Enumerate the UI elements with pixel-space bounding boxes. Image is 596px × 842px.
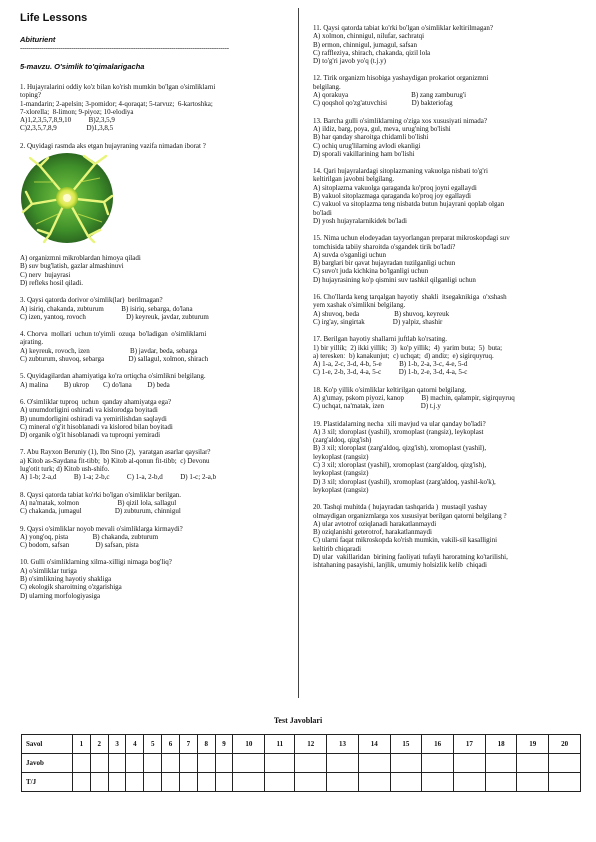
question-block bbox=[313, 386, 583, 411]
answer-cell bbox=[517, 754, 549, 773]
question-number-cell: 10 bbox=[233, 735, 265, 754]
question-line: D) ularning morfologiyasiga bbox=[20, 591, 101, 600]
question-block bbox=[313, 293, 583, 326]
answer-cell bbox=[126, 754, 144, 773]
table-row bbox=[22, 754, 581, 773]
question-line: A) na'matak, xolmon B) qizil lola, sallagul bbox=[20, 498, 177, 507]
question-line: C) zubturum, shuvoq, sebarga D) sallagul, xolmon, shirach bbox=[20, 355, 209, 364]
answer-table bbox=[21, 734, 581, 792]
question-number-cell: 14 bbox=[358, 735, 390, 754]
question-block bbox=[20, 491, 290, 516]
question-line: A) unumdorligini oshiradi va kislorodga boyitadi bbox=[20, 406, 158, 415]
question-line: C)2,3,5,7,8,9 D)1,3,8,5 bbox=[20, 124, 114, 133]
question-line: D) 3 xil; xloroplast (yashil), xromoplast (zarg'aldoq, yashil-ko'k), bbox=[313, 477, 496, 486]
question-block bbox=[20, 558, 290, 599]
question-line: 1) bir yillik; 2) ikki yillik; 3) ko'p yillik; 4) yarim buta; 5) buta; bbox=[313, 343, 503, 352]
question-line: D) yosh hujayralarnikidek bo'ladi bbox=[313, 216, 407, 225]
answer-cell bbox=[215, 754, 233, 773]
answer-cell bbox=[197, 754, 215, 773]
question-line: toping? bbox=[20, 91, 41, 100]
question-line: keltirib chiqaradi bbox=[313, 544, 362, 553]
question-line: B) unumdorligini oshiradi va yemirilishdan saqlaydi bbox=[20, 414, 167, 423]
answer-option-line: B) suv bug'latish, gazlar almashinuvi bbox=[20, 262, 124, 271]
question-line: C) bodom, safsan D) safsan, pista bbox=[20, 541, 139, 550]
question-line: leykoplast (rangsiz) bbox=[313, 485, 369, 494]
question-line: bo'ladi bbox=[313, 208, 332, 217]
question-line: A) xolmon, chinnigul, nilufar, sachratqi bbox=[313, 32, 425, 41]
question-block bbox=[313, 503, 583, 569]
check-cell bbox=[517, 773, 549, 792]
row-label-savol: Savol bbox=[22, 735, 73, 754]
question-line: lug'otit turk; d) Kitob ush-shifo. bbox=[20, 465, 110, 474]
question-line: A) 3 xil; xloroplast (yashil), xromoplast (rangsiz), leykoplast bbox=[313, 427, 484, 436]
question-line: D) hujayrasining ko'p qismini suv tashkil qilganligi uchun bbox=[313, 275, 476, 284]
question-block bbox=[313, 420, 583, 495]
question-line: 6. O'simliklar tuproq uchun qanday ahamiyatga ega? bbox=[20, 397, 172, 406]
question-block bbox=[313, 234, 583, 284]
check-cell bbox=[162, 773, 180, 792]
check-cell bbox=[73, 773, 91, 792]
subtitle: Abiturient bbox=[20, 35, 56, 44]
answer-cell bbox=[233, 754, 265, 773]
question-line: A) g'umay, pskom piyozi, kanop B) machin, qalampir, sigirquyruq bbox=[313, 393, 515, 402]
question-line: 18. Ko'p yillik o'simliklar keltirilgan qatorni belgilang. bbox=[313, 385, 467, 394]
question-line: C) mineral o'g'it hisoblanadi va kislorod bilan boyitadi bbox=[20, 422, 173, 431]
check-cell bbox=[422, 773, 454, 792]
check-cell bbox=[215, 773, 233, 792]
question-line: C) raffleziya, shirach, chakanda, qizil lola bbox=[313, 48, 431, 57]
question-number-cell: 18 bbox=[485, 735, 517, 754]
question-line: (zarg'aldoq, qizg'ish) bbox=[313, 436, 372, 445]
question-block bbox=[20, 142, 290, 287]
question-line: A) 1-a, 2-c, 3-d, 4-b, 5-e B) 1-b, 2-a, 3-c, 4-e, 5-d bbox=[313, 360, 468, 369]
question-line: A) ular avtotrof oziqlanadi harakatlanmaydi bbox=[313, 519, 437, 528]
question-line: B) ermon, chinnigul, jumagul, safsan bbox=[313, 40, 418, 49]
question-line: 19. Plastidalarning necha xili mavjud va ular qanday bo'ladi? bbox=[313, 419, 486, 428]
answer-cell bbox=[422, 754, 454, 773]
topic-heading: 5-mavzu. O'simlik to'qimalarigacha bbox=[20, 62, 145, 71]
check-cell bbox=[390, 773, 422, 792]
left-column bbox=[20, 12, 290, 609]
question-line: a) Kitob as-Saydana fit-tibb; b) Kitob al-qonun fit-tibb; c) Devonu bbox=[20, 456, 210, 465]
question-line: C) vakuol va sitoplazma teng nisbatda butun hujayrani qoplab olgan bbox=[313, 200, 505, 209]
answer-cell bbox=[390, 754, 422, 773]
question-line: A) sitoplazma vakuolga qaraganda ko'proq joyni egallaydi bbox=[313, 183, 477, 192]
question-line: 1-mandarin; 2-apelsin; 3-pomidor; 4-qoraqat; 5-tarvuz; 6-kartoshka; bbox=[20, 99, 213, 108]
table-row bbox=[22, 773, 581, 792]
question-line: C) 1-e, 2-b, 3-d, 4-a, 5-c D) 1-b, 2-e, 3-d, 4-a, 5-c bbox=[313, 368, 468, 377]
question-line: C) ekologik sharoitning o'zgarishiga bbox=[20, 583, 122, 592]
column-divider bbox=[298, 8, 299, 698]
question-number-cell: 20 bbox=[549, 735, 581, 754]
question-block bbox=[20, 448, 290, 481]
check-cell bbox=[233, 773, 265, 792]
question-line: C) 3 xil; xloroplast (yashil), xromoplast (zarg'aldoq, qizg'ish), bbox=[313, 461, 487, 470]
question-line: C) ularni faqat mikroskopda ko'rish mumkin, vakili-sil kasalligini bbox=[313, 536, 498, 545]
question-line: A) o'simliklar turiga bbox=[20, 566, 77, 575]
question-block bbox=[313, 24, 583, 65]
question-number-cell: 5 bbox=[144, 735, 162, 754]
answer-option-line: C) nerv hujayrasi bbox=[20, 270, 71, 279]
question-line: B) vakuol sitoplazmaga qaraganda ko'proq joy egallaydi bbox=[313, 192, 471, 201]
answer-cell bbox=[453, 754, 485, 773]
question-line: A) malina B) ukrop C) do'lana D) beda bbox=[20, 380, 170, 389]
question-block bbox=[313, 335, 583, 376]
question-block bbox=[20, 525, 290, 550]
question-line: 8. Qaysi qatorda tabiat ko'rki bo'lgan o'simliklar berilgan. bbox=[20, 490, 182, 499]
question-line: yem xashak o'simlikni belgilang. bbox=[313, 301, 406, 310]
question-line: B) oziqlanishi geterotrof, harakatlanmaydi bbox=[313, 528, 432, 537]
question-number-cell: 11 bbox=[265, 735, 295, 754]
check-cell bbox=[265, 773, 295, 792]
question-line: A) 1-b; 2-a,d B) 1-a; 2-b,c C) 1-a, 2-b,d D) 1-c; 2-a,b bbox=[20, 473, 217, 482]
left-question-list bbox=[20, 83, 290, 600]
question-number-cell: 16 bbox=[422, 735, 454, 754]
question-line: leykoplast (rangsiz) bbox=[313, 452, 369, 461]
question-line: B) barglari bir qavat hujayradan tuzilganligi uchun bbox=[313, 259, 456, 268]
question-line: B) har qanday sharoitga chidamli bo'lishi bbox=[313, 133, 429, 142]
question-line: keltirilgan javobni belgilang. bbox=[313, 175, 395, 184]
question-line: ishtahaning pasayishi, lanjlik, umumiy holsizlik kelib chiqadi bbox=[313, 561, 488, 570]
question-line: 11. Qaysi qatorda tabiat ko'rki bo'lgan o'simliklar keltirilmagan? bbox=[313, 24, 494, 32]
neuron-image bbox=[20, 152, 114, 244]
question-line: 15. Nima uchun elodeyadan tayyorlangan preparat mikroskopdagi suv bbox=[313, 234, 510, 243]
question-line: C) chakanda, jumagul D) zubturum, chinnigul bbox=[20, 507, 181, 516]
check-cell bbox=[295, 773, 327, 792]
question-block bbox=[313, 117, 583, 158]
question-number-cell: 15 bbox=[390, 735, 422, 754]
question-line: 5. Quyidagilardan ahamiyatiga ko'ra ortiqcha o'simlikni belgilang. bbox=[20, 372, 206, 381]
answer-cell bbox=[179, 754, 197, 773]
question-line: A)1,2,3,5,7,8,9,10 B)2,3,5,9 bbox=[20, 116, 115, 125]
question-line: D) ular vakillaridan birining faoliyati tufayli haroratning ko'tarilishi, bbox=[313, 553, 508, 562]
question-line: D) to'g'ri javob yo'q (t.j.y) bbox=[313, 57, 386, 66]
question-line: leykoplast (rangsiz) bbox=[313, 469, 369, 478]
check-cell bbox=[358, 773, 390, 792]
answer-cell bbox=[358, 754, 390, 773]
answer-cell bbox=[108, 754, 126, 773]
question-line: 13. Barcha gulli o'simliklarning o'ziga xos xususiyati nimada? bbox=[313, 116, 487, 125]
question-line: 2. Quyidagi rasmda aks etgan hujayraning vazifa nimadan iborat ? bbox=[20, 141, 206, 150]
question-line: olmaydigan organizmlarga xos xususiyat berilgan qatorni belgilang ? bbox=[313, 511, 507, 520]
check-cell bbox=[108, 773, 126, 792]
question-number-cell: 4 bbox=[126, 735, 144, 754]
question-line: A) ildiz, barg, poya, gul, meva, urug'ning bo'lishi bbox=[313, 124, 451, 133]
check-cell bbox=[197, 773, 215, 792]
question-line: 17. Berilgan hayotiy shallarni juftlab ko'rsating. bbox=[313, 335, 448, 344]
question-number-cell: 6 bbox=[162, 735, 180, 754]
answer-cell bbox=[295, 754, 327, 773]
question-line: 20. Tashqi muhitda ( hujayradan tashqarida ) mustaqil yashay bbox=[313, 503, 487, 512]
question-line: 10. Gulli o'simliklarning xilma-xilligi nimaga bog'liq? bbox=[20, 558, 172, 567]
answer-cell bbox=[485, 754, 517, 773]
question-block bbox=[20, 398, 290, 439]
question-line: C) izen, yantoq, rovoch D) keyreuk, javdar, zubturum bbox=[20, 312, 209, 321]
question-block bbox=[20, 372, 290, 389]
check-cell bbox=[126, 773, 144, 792]
question-line: D) organik o'g'it hisoblanadi va tuproqni yemiradi bbox=[20, 431, 161, 440]
answer-cell bbox=[144, 754, 162, 773]
question-line: a) tereskenː b) kanakunjut; c) uchqat; d) andiz; e) sigirquyruq. bbox=[313, 351, 494, 360]
check-cell bbox=[90, 773, 108, 792]
answer-option-line: D) refleks hosil qiladi. bbox=[20, 278, 83, 287]
answer-option-line: A) organizmni mikroblardan himoya qiladi bbox=[20, 254, 141, 263]
question-line: 12. Tirik organizm hisobiga yashaydigan prokariot organizmni bbox=[313, 74, 489, 83]
question-number-cell: 19 bbox=[517, 735, 549, 754]
question-line: 16. Cho'llarda keng tarqalgan hayotiy shakli itsegaknikiga o'xshash bbox=[313, 293, 507, 302]
answer-cell bbox=[327, 754, 359, 773]
question-number-cell: 2 bbox=[90, 735, 108, 754]
question-number-cell: 8 bbox=[197, 735, 215, 754]
check-cell bbox=[179, 773, 197, 792]
answer-cell bbox=[73, 754, 91, 773]
row-label-tj: T/J bbox=[22, 773, 73, 792]
question-line: B) o'simlikning hayotiy shakliga bbox=[20, 574, 112, 583]
question-line: C) uchqat, na'matak, izen D) t.j.y bbox=[313, 402, 441, 411]
question-line: A) keyreuk, rovoch, izen B) javdar, beda, sebarga bbox=[20, 346, 198, 355]
right-column bbox=[313, 24, 583, 579]
question-line: 9. Qaysi o'simliklar noyob mevali o'simliklarga kirmaydi? bbox=[20, 524, 183, 533]
question-line: C) ochiq urug'lilarning avlodi ekanligi bbox=[313, 141, 421, 150]
answer-cell bbox=[90, 754, 108, 773]
dashed-rule: -------------------------------------------------------------------------------------------------- bbox=[20, 44, 229, 52]
question-line: ajrating. bbox=[20, 338, 44, 347]
question-number-cell: 9 bbox=[215, 735, 233, 754]
question-number-cell: 1 bbox=[73, 735, 91, 754]
row-label-javob: Javob bbox=[22, 754, 73, 773]
question-number-cell: 7 bbox=[179, 735, 197, 754]
question-line: 7. Abu Rayxon Beruniy (1), Ibn Sino (2), yaratgan asarlar qaysilar? bbox=[20, 448, 211, 457]
question-block bbox=[20, 83, 290, 133]
check-cell bbox=[327, 773, 359, 792]
check-cell bbox=[144, 773, 162, 792]
question-number-cell: 13 bbox=[327, 735, 359, 754]
table-row bbox=[22, 735, 581, 754]
question-block bbox=[20, 330, 290, 363]
question-number-cell: 3 bbox=[108, 735, 126, 754]
question-line: 14. Qari hujayralardagi sitoplazmaning vakuolga nisbati to'g'ri bbox=[313, 167, 488, 176]
check-cell bbox=[485, 773, 517, 792]
question-line: 3. Qaysi qatorda dorivor o'simlik(lar) berilmagan? bbox=[20, 296, 163, 305]
answer-cell bbox=[549, 754, 581, 773]
question-line: B) 3 xil; xloroplast (zarg'aldoq, qizg'ish), xromoplast (yashil), bbox=[313, 444, 487, 453]
question-line: C) irg'ay, singirtak D) yalpiz, shashir bbox=[313, 317, 443, 326]
question-line: A) shuvoq, beda B) shuvoq, keyreuk bbox=[313, 309, 450, 318]
right-question-list bbox=[313, 24, 583, 570]
question-line: C) suvo't juda kichkina bo'lganligi uchun bbox=[313, 267, 429, 276]
question-line: A) qorakuya B) zang zamburug'i bbox=[313, 91, 467, 100]
question-number-cell: 17 bbox=[453, 735, 485, 754]
check-cell bbox=[549, 773, 581, 792]
answer-cell bbox=[265, 754, 295, 773]
check-cell bbox=[453, 773, 485, 792]
question-line: A) suvda o'sganligi uchun bbox=[313, 250, 387, 259]
brand-title: Life Lessons bbox=[20, 12, 88, 24]
question-line: A) yong'oq, pista B) chakanda, zubturum bbox=[20, 532, 159, 541]
question-block bbox=[20, 296, 290, 321]
answer-cell bbox=[162, 754, 180, 773]
question-line: 4. Chorva mollari uchun to'yimli ozuqa bo'ladigan o'simliklarni bbox=[20, 330, 207, 339]
question-line: 1. Hujayralarini oddiy ko'z bilan ko'rish mumkin bo'lgan o'simliklarni bbox=[20, 83, 216, 91]
question-block bbox=[313, 167, 583, 225]
answer-table-title: Test Javoblari bbox=[273, 716, 323, 725]
question-line: C) qoqshol qo'zg'atuvchisi D) bakteriofag bbox=[313, 99, 453, 108]
question-block bbox=[313, 74, 583, 107]
question-line: belgilang. bbox=[313, 82, 341, 91]
question-line: tomchisida tabiiy sharoitda o'sgandek tirik bo'ladi? bbox=[313, 242, 456, 251]
question-number-cell: 12 bbox=[295, 735, 327, 754]
question-line: 7-xlorella; 8-limon; 9-piyoz; 10-elodiya bbox=[20, 107, 134, 116]
question-line: D) sporali vakillarining ham bo'lishi bbox=[313, 149, 415, 158]
question-line: A) isiriq, chakanda, zubturum B) isiriq, sebarga, do'lana bbox=[20, 304, 193, 313]
